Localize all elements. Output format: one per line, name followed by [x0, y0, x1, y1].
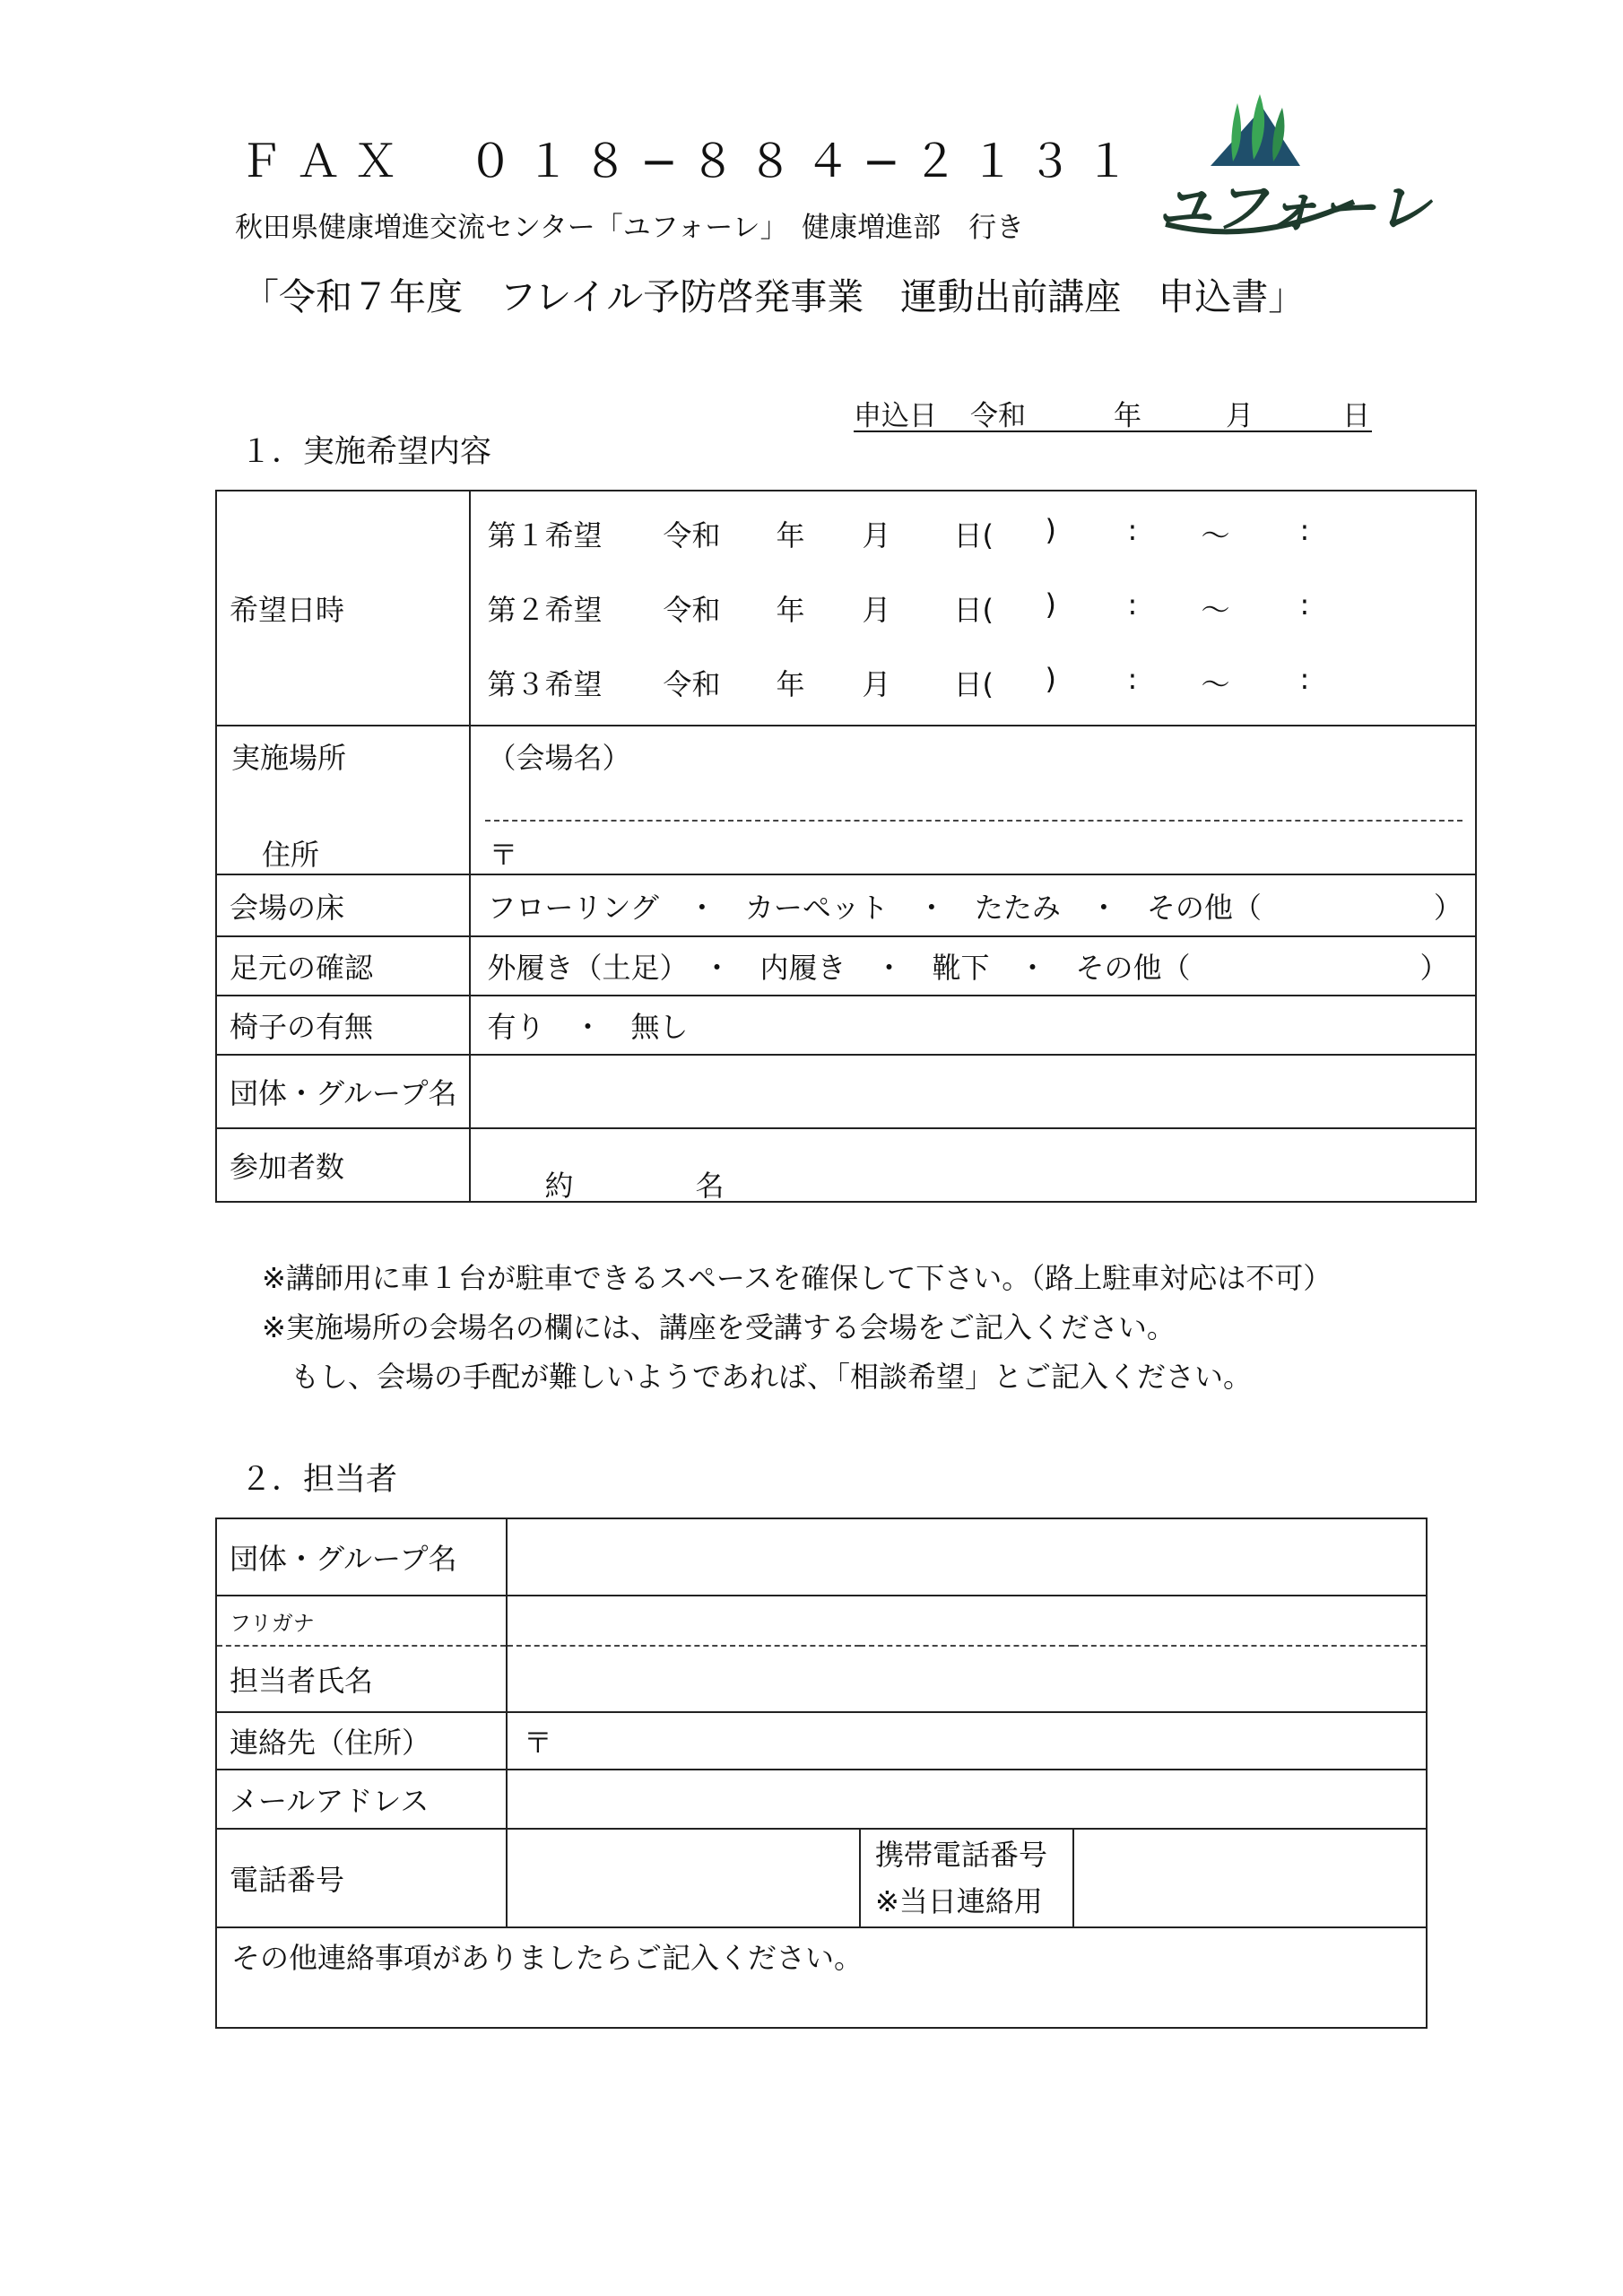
- chair-row: [216, 996, 1476, 1055]
- venue-cell[interactable]: [470, 726, 1475, 874]
- furigana-field[interactable]: [507, 1596, 1427, 1646]
- pref-month: 月: [862, 517, 891, 552]
- contact-address-label: 連絡先（住所）: [216, 1712, 507, 1770]
- pref-era: 令和: [663, 666, 721, 701]
- pref-close: ): [1045, 512, 1056, 547]
- pref-tilde: 〜: [1201, 517, 1230, 552]
- venue-row: [216, 726, 1476, 874]
- section1-title: １．実施希望内容: [240, 434, 492, 470]
- pref-month: 月: [862, 592, 891, 627]
- contact-table: [215, 1518, 1428, 2029]
- participants-row: [216, 1128, 1476, 1202]
- apply-date-month: 月: [1226, 400, 1254, 432]
- other-notes-label: その他連絡事項がありましたらご記入ください。: [231, 1941, 864, 1975]
- group-row: [216, 1055, 1476, 1128]
- page-title: 「令和７年度 フレイル予防啓発事業 運動出前講座 申込書」: [242, 275, 1306, 318]
- participants-field[interactable]: [470, 1128, 1475, 1202]
- venue-divider: [485, 820, 1462, 822]
- person-label: 担当者氏名: [216, 1646, 507, 1712]
- email-label: メールアドレス: [216, 1770, 507, 1829]
- mobile-label: 携帯電話番号: [874, 1838, 1047, 1872]
- footwear-options[interactable]: 外履き（土足） ・ 内履き ・ 靴下 ・ その他（ ）: [470, 936, 1475, 996]
- floor-options[interactable]: フローリング ・ カーペット ・ たたみ ・ その他（ ）: [470, 874, 1475, 936]
- contact-address-field[interactable]: [507, 1712, 1427, 1770]
- footwear-row: [216, 936, 1476, 996]
- section2-title: ２．担当者: [240, 1462, 398, 1498]
- pref-close: ): [1045, 587, 1056, 622]
- contact-group-field[interactable]: [507, 1518, 1427, 1596]
- floor-label: 会場の床: [216, 874, 470, 936]
- preference-3: [471, 646, 1474, 720]
- email-row: [216, 1770, 1427, 1829]
- pref-tilde: 〜: [1201, 592, 1230, 627]
- pref-day: 日(: [953, 592, 994, 627]
- pref-tilde: 〜: [1201, 666, 1230, 701]
- apply-date-year: 年: [1114, 400, 1141, 432]
- participants-approx: 約: [544, 1169, 574, 1203]
- person-row: [216, 1646, 1427, 1712]
- pref-colon-end: :: [1299, 512, 1310, 547]
- note-venue: ※実施場所の会場名の欄には、講座を受講する会場をご記入ください。: [262, 1310, 1176, 1344]
- fax-number: ＦＡＸ ０１８−８８４−２１３１: [239, 135, 1142, 187]
- chair-options[interactable]: 有り ・ 無し: [470, 996, 1475, 1055]
- pref-era: 令和: [663, 592, 721, 627]
- mobile-field[interactable]: [1073, 1829, 1427, 1927]
- pref-colon-start: :: [1127, 587, 1138, 622]
- pref-day: 日(: [953, 666, 994, 701]
- note-consult: もし、会場の手配が難しいようであれば、「相談希望」とご記入ください。: [262, 1360, 1253, 1394]
- contact-postal-mark: 〒: [523, 1726, 552, 1760]
- pref-label: 第３希望: [487, 666, 603, 701]
- address-label: 住所: [262, 838, 320, 872]
- phone-field[interactable]: [507, 1829, 860, 1927]
- apply-date-day: 日: [1342, 400, 1370, 432]
- preference-2: [471, 571, 1474, 646]
- apply-date: [854, 393, 1372, 432]
- other-row: [216, 1927, 1427, 2028]
- group-name-field[interactable]: [470, 1055, 1475, 1128]
- venue-label-cell: [216, 726, 470, 874]
- preferred-dates-label: 希望日時: [216, 491, 470, 726]
- destination: 秋田県健康増進交流センター「ユフォーレ」 健康増進部 行き: [235, 212, 1025, 244]
- pref-colon-end: :: [1299, 587, 1310, 622]
- furigana-label: フリガナ: [216, 1596, 507, 1646]
- phone-row: [216, 1829, 1427, 1927]
- pref-colon-start: :: [1127, 512, 1138, 547]
- venue-label: 実施場所: [231, 741, 347, 775]
- address-row: [216, 1712, 1427, 1770]
- pref-year: 年: [776, 592, 805, 627]
- postal-mark: 〒: [489, 838, 518, 872]
- furigana-row: [216, 1596, 1427, 1646]
- chair-label: 椅子の有無: [216, 996, 470, 1055]
- contact-group-label: 団体・グループ名: [216, 1518, 507, 1596]
- mobile-note: ※当日連絡用: [874, 1884, 1043, 1918]
- pref-year: 年: [776, 517, 805, 552]
- floor-row: [216, 874, 1476, 936]
- pref-close: ): [1045, 661, 1056, 696]
- mobile-label-cell: [860, 1829, 1073, 1927]
- pref-day: 日(: [953, 517, 994, 552]
- pref-colon-start: :: [1127, 661, 1138, 696]
- preferred-dates-cell[interactable]: [470, 491, 1475, 726]
- footwear-label: 足元の確認: [216, 936, 470, 996]
- participants-unit: 名: [695, 1169, 725, 1203]
- request-table: [215, 490, 1477, 1203]
- person-name-field[interactable]: [507, 1646, 1427, 1712]
- group-label: 団体・グループ名: [216, 1055, 470, 1128]
- email-field[interactable]: [507, 1770, 1427, 1829]
- participants-label: 参加者数: [216, 1128, 470, 1202]
- preferred-dates-row: [216, 491, 1476, 726]
- apply-date-era: 令和: [970, 400, 1026, 432]
- pref-era: 令和: [663, 517, 721, 552]
- venue-name-hint: （会場名）: [487, 741, 631, 775]
- yufore-logo: [1148, 90, 1431, 242]
- phone-label: 電話番号: [216, 1829, 507, 1927]
- logo-text: ユフォーレ: [1157, 175, 1431, 240]
- other-notes-field[interactable]: [216, 1927, 1427, 2028]
- contact-group-row: [216, 1518, 1427, 1596]
- pref-label: 第１希望: [487, 517, 603, 552]
- pref-colon-end: :: [1299, 661, 1310, 696]
- notes: [262, 1254, 1332, 1402]
- pref-label: 第２希望: [487, 592, 603, 627]
- apply-date-label: 申込日: [854, 400, 937, 432]
- pref-month: 月: [862, 666, 891, 701]
- pref-year: 年: [776, 666, 805, 701]
- preference-1: [471, 497, 1474, 571]
- note-parking: ※講師用に車１台が駐車できるスペースを確保して下さい。（路上駐車対応は不可）: [262, 1261, 1332, 1295]
